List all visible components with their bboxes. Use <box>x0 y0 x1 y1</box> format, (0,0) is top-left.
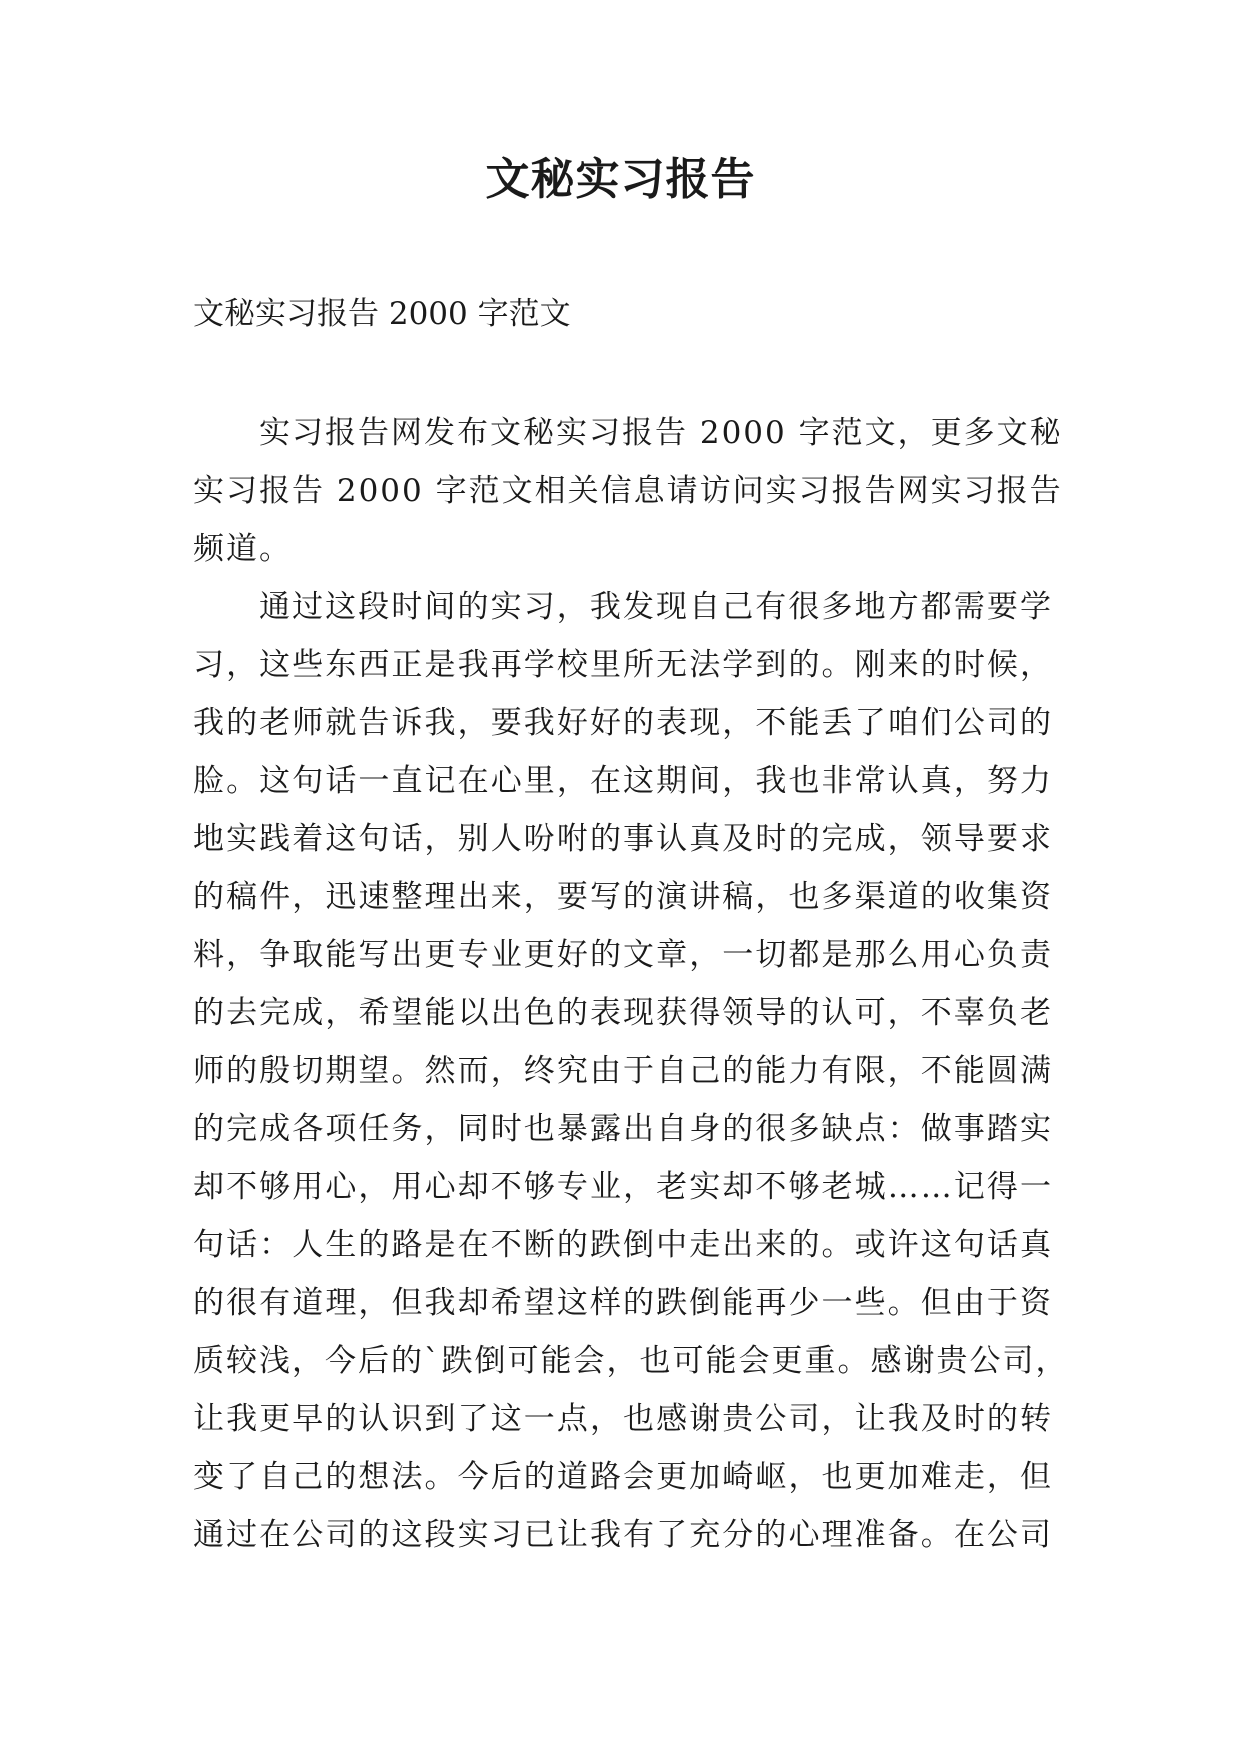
paragraph-line: 习，这些东西正是我再学校里所无法学到的。刚来的时候， <box>193 647 1053 683</box>
paragraph-line: 质较浅，今后的`跌倒可能会，也可能会更重。感谢贵公司， <box>193 1343 1069 1379</box>
paragraph-line: 地实践着这句话，别人吩咐的事认真及时的完成，领导要求 <box>193 821 1053 857</box>
paragraph-line: 实习报告 2000 字范文相关信息请访问实习报告网实习报告 <box>193 473 1063 509</box>
paragraph-line: 料，争取能写出更专业更好的文章，一切都是那么用心负责 <box>193 937 1053 973</box>
paragraph-line: 让我更早的认识到了这一点，也感谢贵公司，让我及时的转 <box>193 1401 1053 1437</box>
paragraph-line: 频道。 <box>193 531 292 567</box>
paragraph-line: 的很有道理，但我却希望这样的跌倒能再少一些。但由于资 <box>193 1285 1053 1321</box>
document-subtitle: 文秘实习报告 2000 字范文 <box>193 296 571 332</box>
paragraph-line: 却不够用心，用心却不够专业，老实却不够老城……记得一 <box>193 1169 1053 1205</box>
paragraph-line: 句话：人生的路是在不断的跌倒中走出来的。或许这句话真 <box>193 1227 1053 1263</box>
paragraph-line: 变了自己的想法。今后的道路会更加崎岖，也更加难走，但 <box>193 1459 1053 1495</box>
paragraph-line: 的完成各项任务，同时也暴露出自身的很多缺点：做事踏实 <box>193 1111 1053 1147</box>
paragraph-line: 师的殷切期望。然而，终究由于自己的能力有限，不能圆满 <box>193 1053 1053 1089</box>
paragraph-line: 的去完成，希望能以出色的表现获得领导的认可，不辜负老 <box>193 995 1053 1031</box>
paragraph-line: 通过在公司的这段实习已让我有了充分的心理准备。在公司 <box>193 1517 1053 1553</box>
paragraph-line: 的稿件，迅速整理出来，要写的演讲稿，也多渠道的收集资 <box>193 879 1053 915</box>
paragraph-line: 脸。这句话一直记在心里，在这期间，我也非常认真，努力 <box>193 763 1053 799</box>
paragraph-line: 实习报告网发布文秘实习报告 2000 字范文，更多文秘 <box>259 415 1063 451</box>
document-body <box>193 404 1069 1564</box>
paragraph-line: 我的老师就告诉我，要我好好的表现，不能丢了咱们公司的 <box>193 705 1053 741</box>
paragraph-line: 通过这段时间的实习，我发现自己有很多地方都需要学 <box>259 589 1053 625</box>
document-title: 文秘实习报告 <box>485 154 756 205</box>
